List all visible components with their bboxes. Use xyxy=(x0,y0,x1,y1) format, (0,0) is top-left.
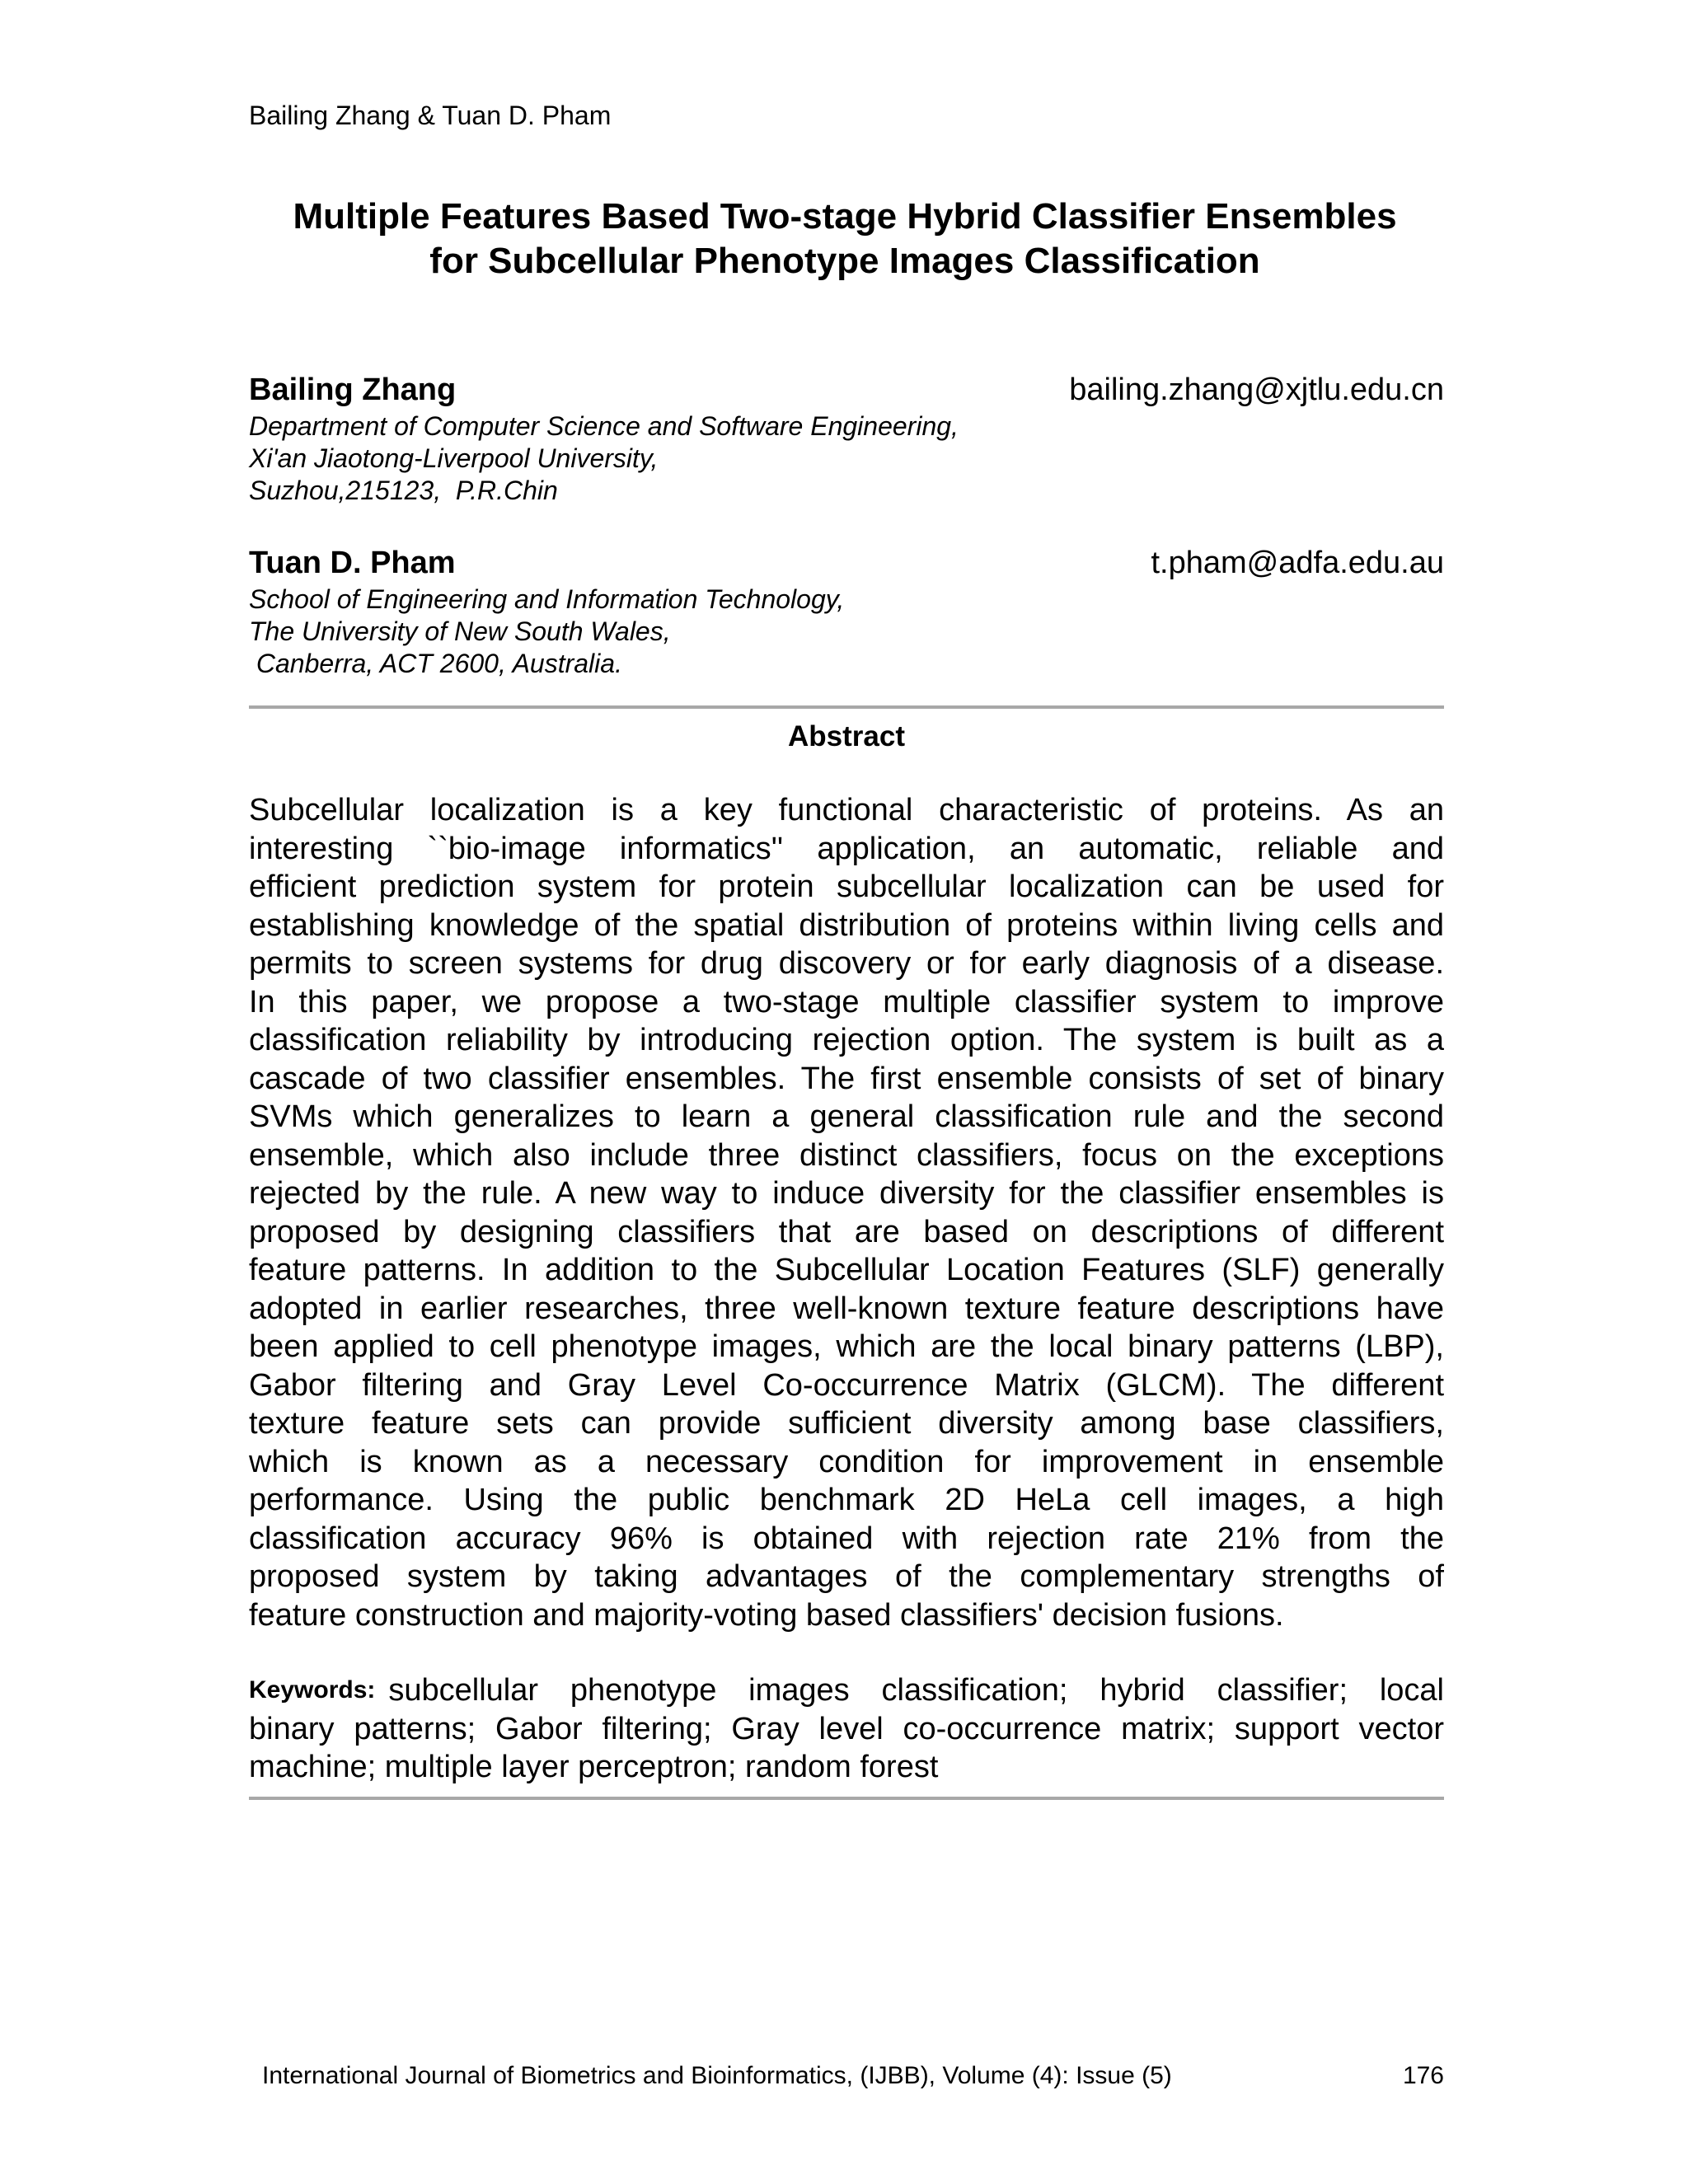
page-number: 176 xyxy=(1402,2062,1444,2089)
abstract-line: Gabor filtering and Gray Level Co-occurrence Matrix (GLCM). The different xyxy=(249,1367,1444,1403)
affiliation-line: The University of New South Wales, xyxy=(249,616,671,646)
abstract-line: classification accuracy 96% is obtained with rejection rate 21% from the xyxy=(249,1521,1444,1556)
abstract-line: texture feature sets can provide sufficient diversity among base classifiers, xyxy=(249,1406,1444,1441)
abstract-line: Subcellular localization is a key functional characteristic of proteins. As an xyxy=(249,793,1444,827)
abstract-line: In this paper, we propose a two-stage multiple classifier system to improve xyxy=(249,984,1444,1019)
author-name: Bailing Zhang xyxy=(249,373,457,407)
abstract-line: been applied to cell phenotype images, which are the local binary patterns (LBP), xyxy=(249,1329,1444,1364)
abstract-line: classification reliability by introducing rejection option. The system is built as a xyxy=(249,1023,1444,1057)
affiliation-line: Suzhou,215123, P.R.Chin xyxy=(249,476,558,505)
abstract-line: establishing knowledge of the spatial distribution of proteins within living cells and xyxy=(249,907,1444,943)
abstract-line: efficient prediction system for protein subcellular localization can be used for xyxy=(249,869,1444,904)
abstract-line: cascade of two classifier ensembles. The first ensemble consists of set of binary xyxy=(249,1061,1444,1096)
top-divider xyxy=(249,705,1444,709)
abstract-line: ensemble, which also include three distinct classifiers, focus on the exceptions xyxy=(249,1137,1444,1173)
keywords-text: subcellular phenotype images classification; hybrid classifier; local xyxy=(388,1673,1444,1708)
keywords-line-1 xyxy=(249,1671,1444,1710)
keywords-line-3: machine; multiple layer perceptron; random forest xyxy=(249,1750,939,1784)
abstract-line: which is known as a necessary condition for improvement in ensemble xyxy=(249,1444,1444,1479)
footer-journal: International Journal of Biometrics and Bioinformatics, (IJBB), Volume (4): Issue (5) xyxy=(262,2062,1172,2089)
abstract-line: permits to screen systems for drug discovery or for early diagnosis of a disease. xyxy=(249,946,1444,981)
abstract-line: interesting ``bio-image informatics'' application, an automatic, reliable and xyxy=(249,831,1444,866)
affiliation-line: Department of Computer Science and Software Engineering, xyxy=(249,411,959,441)
keywords xyxy=(249,1671,1444,1787)
abstract-line: feature construction and majority-voting based classifiers' decision fusions. xyxy=(249,1597,1284,1633)
affiliation-line: Xi'an Jiaotong-Liverpool University, xyxy=(249,443,659,473)
author-block-1 xyxy=(249,369,1444,507)
running-head: Bailing Zhang & Tuan D. Pham xyxy=(249,101,612,130)
author-email: bailing.zhang@xjtlu.edu.cn xyxy=(1069,373,1444,407)
affiliation-line: School of Engineering and Information Technology, xyxy=(249,584,845,614)
abstract-line: adopted in earlier researches, three well-known texture feature descriptions have xyxy=(249,1291,1444,1326)
bottom-divider xyxy=(249,1797,1444,1800)
abstract-line: rejected by the rule. A new way to induce diversity for the classifier ensembles is xyxy=(249,1176,1444,1211)
abstract-heading: Abstract xyxy=(788,720,905,752)
author-name: Tuan D. Pham xyxy=(249,546,456,580)
keywords-line-2: binary patterns; Gabor filtering; Gray level co-occurrence matrix; support vector xyxy=(249,1711,1444,1746)
title-line-1: Multiple Features Based Two-stage Hybrid Classifier Ensembles xyxy=(293,196,1397,237)
page-footer xyxy=(262,2060,1444,2092)
abstract-line: SVMs which generalizes to learn a general classification rule and the second xyxy=(249,1099,1444,1134)
abstract-line: proposed system by taking advantages of the complementary strengths of xyxy=(249,1559,1444,1594)
author-email: t.pham@adfa.edu.au xyxy=(1151,546,1444,580)
abstract-line: proposed by designing classifiers that are based on descriptions of different xyxy=(249,1214,1444,1249)
affiliation-line: Canberra, ACT 2600, Australia. xyxy=(249,649,622,678)
title-line-2: for Subcellular Phenotype Images Classification xyxy=(429,241,1260,281)
keywords-label: Keywords: xyxy=(249,1676,376,1704)
paper-title xyxy=(206,194,1484,284)
abstract-line: performance. Using the public benchmark 2D HeLa cell images, a high xyxy=(249,1483,1444,1517)
abstract-body xyxy=(249,791,1444,1634)
author-block-2 xyxy=(249,542,1444,680)
abstract-line: feature patterns. In addition to the Subcellular Location Features (SLF) generally xyxy=(249,1253,1444,1287)
